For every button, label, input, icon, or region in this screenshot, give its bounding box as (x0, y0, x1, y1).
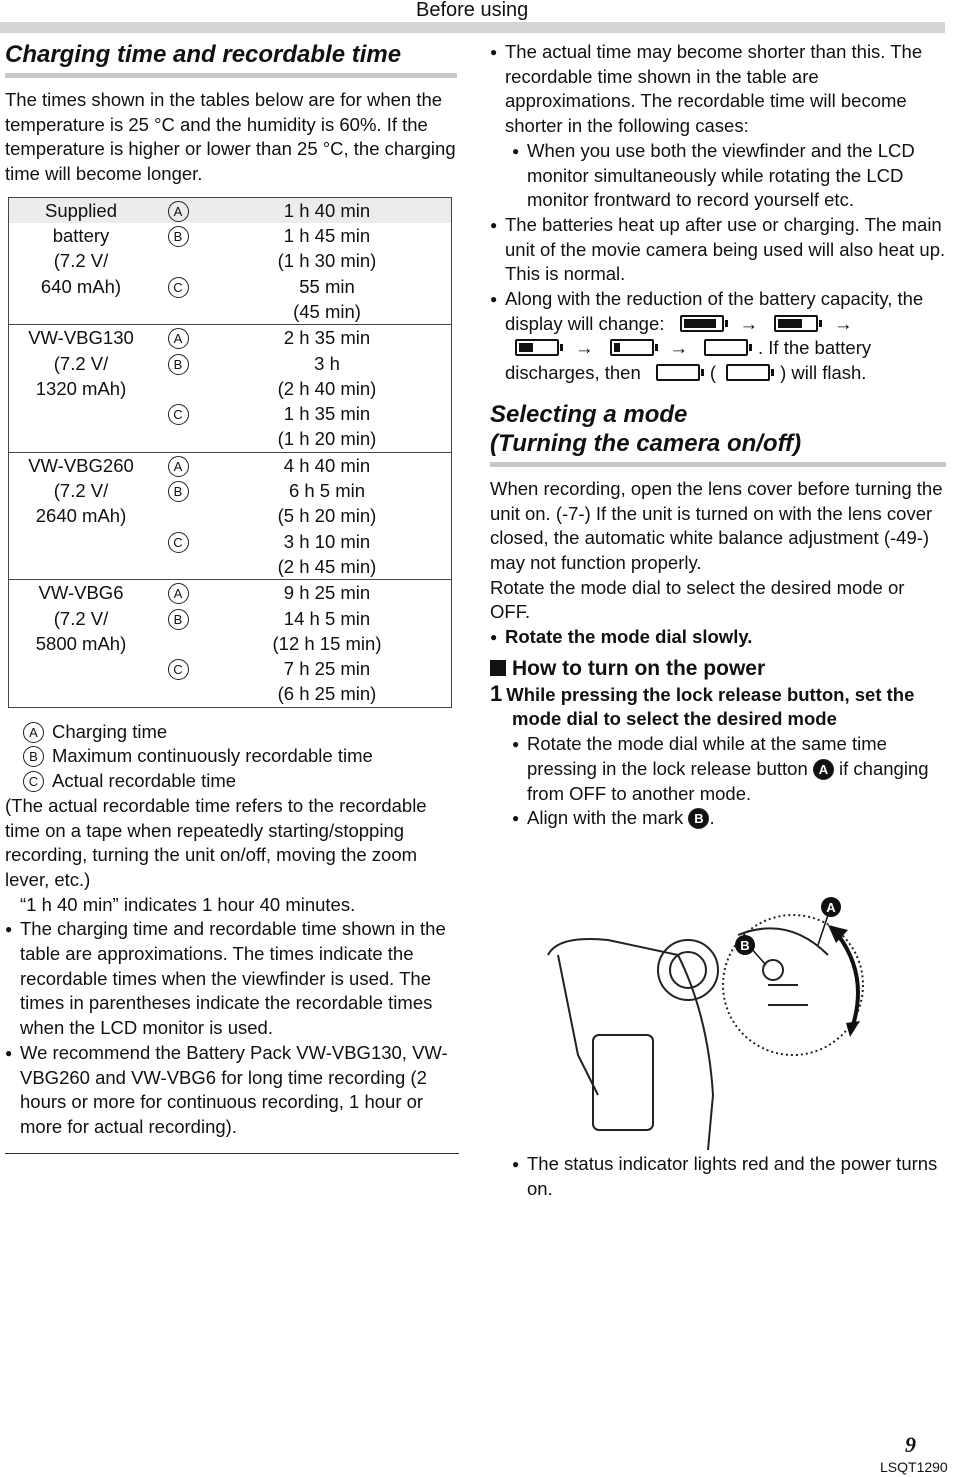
arrow-icon: → (575, 337, 594, 359)
battery-cell: 5800 mAh) (9, 631, 154, 656)
key-circle-icon: C (168, 659, 189, 680)
key-cell (153, 351, 203, 376)
figure-label-a: A (826, 900, 836, 915)
key-cell (153, 376, 203, 401)
key-c-icon: C (23, 771, 44, 792)
bullet-status-indicator: ● The status indicator lights red and the power turns on. (512, 1152, 946, 1201)
table-row (9, 401, 452, 426)
figure-label-a-icon (821, 897, 841, 917)
key-circle-icon: A (168, 456, 189, 477)
key-cell (153, 503, 203, 528)
table-row (9, 223, 452, 248)
legend-text: Maximum continuously recordable time (52, 745, 373, 767)
time-cell: 7 h 25 min (203, 656, 452, 681)
bullet-actual-time: ● The actual time may become shorter than this. The recordable time shown in the table are approximations. The recordable time will become shorter in the following cases: (490, 40, 946, 139)
time-cell: 1 h 35 min (203, 401, 452, 426)
table-row (9, 197, 452, 223)
bullet-lock-release (512, 732, 946, 806)
final-bullet-block (490, 1152, 946, 1201)
column-end-rule (5, 1153, 459, 1154)
battery-cell (9, 656, 154, 681)
key-circle-icon: B (168, 354, 189, 375)
battery-cell: battery (9, 223, 154, 248)
intro-text: The times shown in the tables below are for when the temperature is 25 °C and the humidity is 60%. If the temperature is higher or lower than 25 °C, the charging time will become longer. (5, 89, 456, 185)
legend-item-c (23, 769, 457, 794)
time-cell: (6 h 25 min) (203, 681, 452, 707)
time-cell: 4 h 40 min (203, 452, 452, 478)
battery-cell: VW-VBG260 (9, 452, 154, 478)
time-cell: (2 h 45 min) (203, 554, 452, 580)
battery-cell (9, 401, 154, 426)
time-cell: 6 h 5 min (203, 478, 452, 503)
time-cell: 1 h 45 min (203, 223, 452, 248)
table-row (9, 299, 452, 325)
arrow-icon: → (834, 312, 853, 334)
arrow-icon: → (669, 337, 688, 359)
bullet-text: Rotate the mode dial while at the same time pressing in the lock release button (527, 733, 887, 779)
battery-cell: Supplied (9, 197, 154, 223)
key-cell (153, 299, 203, 325)
battery-cell: VW-VBG6 (9, 580, 154, 606)
time-cell: 3 h 10 min (203, 529, 452, 554)
table-row (9, 580, 452, 606)
charging-time-table (8, 197, 452, 708)
bullet-viewfinder-case: ● When you use both the viewfinder and the LCD monitor simultaneously while rotating the LCD monitor frontward to record yourself etc. (512, 139, 946, 213)
table-row (9, 351, 452, 376)
bullet-recommendation: ● We recommend the Battery Pack VW-VBG130, VW-VBG260 and VW-VBG6 for long time recording (2 hours or more for continuous recording, 1 hour or more for actual recording). (5, 1041, 457, 1140)
table-row (9, 681, 452, 707)
table-row (9, 325, 452, 351)
key-circle-icon: B (168, 226, 189, 247)
arrow-icon: → (739, 312, 759, 334)
battery-cell (9, 299, 154, 325)
time-cell: (1 h 30 min) (203, 248, 452, 273)
legend-text: Actual recordable time (52, 770, 237, 792)
battery-discharge-text: . If the battery discharges, then (505, 337, 872, 384)
title-line: Selecting a mode (490, 400, 688, 428)
step-number: 1 (490, 680, 503, 706)
battery-very-low-icon (610, 339, 654, 356)
key-circle-icon: C (168, 404, 189, 425)
key-cell (153, 580, 203, 606)
left-column (5, 40, 457, 1140)
key-cell (153, 274, 203, 299)
key-cell (153, 452, 203, 478)
battery-low-icon (515, 339, 559, 356)
table-row (9, 529, 452, 554)
battery-cell (9, 426, 154, 452)
document-code: LSQT1290 (880, 1459, 948, 1475)
battery-cell (9, 681, 154, 707)
key-circle-icon: A (168, 328, 189, 349)
header-section-label: Before using (416, 0, 529, 21)
bullet-approximations: ● The charging time and recordable time shown in the table are approximations. The times indicate the recordable times when the viewfinder is used. The times in parentheses indicate the recordable times when the LCD monitor is used. (5, 917, 457, 1041)
battery-high-icon (774, 315, 818, 332)
key-circle-icon: C (168, 277, 189, 298)
time-cell: (5 h 20 min) (203, 503, 452, 528)
key-cell (153, 681, 203, 707)
mode-dial-illustration (538, 895, 878, 1150)
key-cell (153, 554, 203, 580)
bullet-battery-display (490, 287, 946, 386)
table-row (9, 452, 452, 478)
time-cell: 14 h 5 min (203, 606, 452, 631)
bullet-align-mark (512, 806, 946, 831)
battery-empty-icon (726, 364, 770, 381)
battery-display-text: Along with the reduction of the battery capacity, the display will change: (505, 288, 924, 334)
section-rule (5, 73, 457, 78)
key-circle-icon: A (168, 201, 189, 222)
key-circle-icon: A (168, 583, 189, 604)
bullet-text: if changing from OFF to another mode. (527, 757, 929, 804)
note-text: (The actual recordable time refers to the recordable time on a tape when repeatedly starting/stopping recording, turning the unit on/off, moving the zoom lever, etc.) (5, 794, 427, 890)
battery-cell: (7.2 V/ (9, 351, 154, 376)
battery-cell: (7.2 V/ (9, 478, 154, 503)
section-title-charging: Charging time and recordable time (5, 41, 402, 68)
key-circle-icon: B (168, 609, 189, 630)
key-a-icon: A (23, 722, 44, 743)
how-to-heading (490, 656, 946, 682)
battery-cell: (7.2 V/ (9, 248, 154, 273)
table-row (9, 274, 452, 299)
bullet-text: Align with the mark (527, 807, 684, 829)
table-legend (5, 720, 457, 794)
key-cell (153, 631, 203, 656)
time-cell: (1 h 20 min) (203, 426, 452, 452)
title-line: (Turning the camera on/off) (490, 429, 802, 457)
table-row (9, 478, 452, 503)
page-number: 9 (905, 1432, 916, 1457)
battery-cell: 2640 mAh) (9, 503, 154, 528)
section-title-selecting-mode (490, 400, 946, 458)
key-a-icon: A (813, 759, 834, 780)
key-cell (153, 248, 203, 273)
table-row (9, 631, 452, 656)
key-circle-icon: C (168, 532, 189, 553)
time-cell: (12 h 15 min) (203, 631, 452, 656)
example-text: “1 h 40 min” indicates 1 hour 40 minutes. (20, 893, 356, 915)
step-1 (490, 682, 946, 732)
figure-label-b: B (740, 938, 750, 953)
key-cell (153, 426, 203, 452)
right-column (490, 40, 946, 831)
time-cell: (45 min) (203, 299, 452, 325)
key-cell (153, 656, 203, 681)
battery-cell: 1320 mAh) (9, 376, 154, 401)
key-cell (153, 529, 203, 554)
bullet-text: . (709, 807, 715, 829)
table-row (9, 554, 452, 580)
battery-flash-text: ) will flash. (780, 362, 867, 384)
key-b-icon: B (23, 746, 44, 767)
time-cell: (2 h 40 min) (203, 376, 452, 401)
key-cell (153, 606, 203, 631)
section-rule (490, 462, 946, 467)
bullet-rotate-slowly: ● Rotate the mode dial slowly. (490, 625, 946, 650)
time-cell: 9 h 25 min (203, 580, 452, 606)
battery-cell: 640 mAh) (9, 274, 154, 299)
legend-text: Charging time (52, 720, 168, 742)
header-bar (0, 22, 945, 33)
key-circle-icon: B (168, 481, 189, 502)
step-text: While pressing the lock release button, set the mode dial to select the desired mode (506, 683, 915, 730)
battery-empty-icon (704, 339, 748, 356)
time-cell: 3 h (203, 351, 452, 376)
time-cell: 55 min (203, 274, 452, 299)
key-cell (153, 401, 203, 426)
battery-cell: (7.2 V/ (9, 606, 154, 631)
key-cell (153, 478, 203, 503)
lens-cover-text: When recording, open the lens cover before turning the unit on. (-7-) If the unit is turned on with the lens cover closed, the automatic white balance adjustment (-49-) may not function properly. (490, 477, 943, 573)
mode-dial-text: Rotate the mode dial to select the desired mode or OFF. (490, 576, 905, 623)
battery-cell (9, 554, 154, 580)
table-row (9, 248, 452, 273)
key-cell (153, 325, 203, 351)
bullet-heat: ● The batteries heat up after use or charging. The main unit of the movie camera being used will also heat up. This is normal. (490, 213, 946, 287)
heading-text: How to turn on the power (512, 656, 766, 680)
figure-label-b-icon (735, 935, 755, 955)
key-cell (153, 197, 203, 223)
battery-cell (9, 529, 154, 554)
legend-item-a (23, 720, 457, 745)
time-cell: 2 h 35 min (203, 325, 452, 351)
table-row (9, 376, 452, 401)
legend-item-b (23, 744, 457, 769)
paren-text: ( (709, 362, 717, 384)
table-row (9, 656, 452, 681)
key-cell (153, 223, 203, 248)
table-row (9, 606, 452, 631)
battery-cell: VW-VBG130 (9, 325, 154, 351)
table-row (9, 503, 452, 528)
square-bullet-icon (490, 660, 506, 676)
battery-full-icon (680, 315, 724, 332)
table-row (9, 426, 452, 452)
battery-empty-icon (656, 364, 700, 381)
key-b-icon: B (688, 808, 709, 829)
time-cell: 1 h 40 min (203, 197, 452, 223)
